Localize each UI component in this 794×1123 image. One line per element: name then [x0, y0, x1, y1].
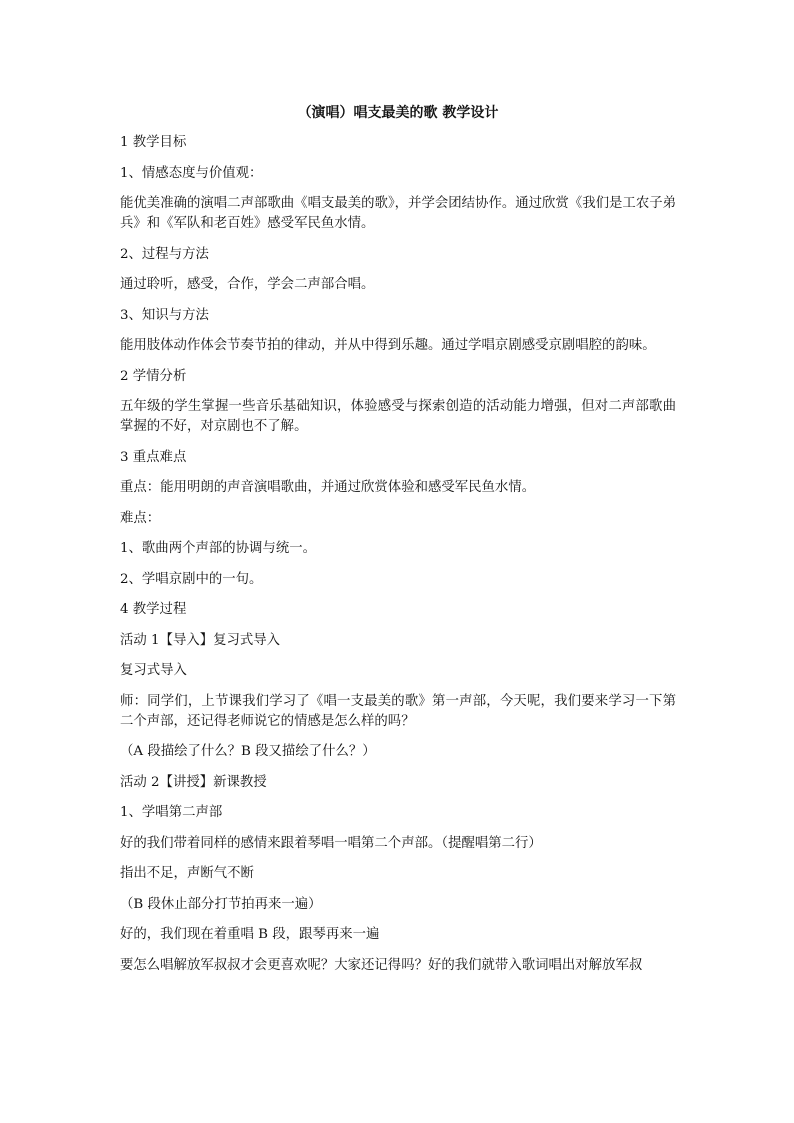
- document-title: （演唱）唱支最美的歌 教学设计: [297, 105, 499, 121]
- paragraph-key-point: 重点：能用明朗的声音演唱歌曲，并通过欣赏体验和感受军民鱼水情。: [120, 480, 536, 495]
- paragraph-teacher-intro: 师：同学们，上节课我们学习了《唱一支最美的歌》第一声部，今天呢，我们要来学习一下第二个声部，还记得老师说它的情感是怎么样的吗？: [120, 693, 676, 729]
- activity-2-heading: 活动 2【讲授】新课教授: [120, 774, 267, 790]
- paragraph-knowledge: 能用肢体动作体会节奏节拍的律动，并从中得到乐趣。通过学唱京剧感受京剧唱腔的韵味。: [120, 338, 656, 353]
- subheading-knowledge: 3、知识与方法: [120, 307, 209, 323]
- paragraph-difficulty-2: 2、学唱京剧中的一句。: [120, 571, 263, 587]
- paragraph-b-section: （B 段休止部分打节拍再来一遍）: [120, 896, 322, 912]
- paragraph-difficulty-1: 1、歌曲两个声部的协调与统一。: [120, 541, 316, 556]
- step-1-heading: 1、学唱第二声部: [120, 805, 223, 820]
- paragraph-final: 要怎么唱解放军叔叔才会更喜欢呢？大家还记得吗？好的我们就带入歌词唱出对解放军叔: [120, 957, 643, 973]
- paragraph-difficulty-label: 难点：: [120, 510, 161, 526]
- section-heading-objectives: 1 教学目标: [120, 135, 187, 150]
- document-body: [120, 133, 676, 986]
- section-heading-analysis: 2 学情分析: [120, 368, 187, 384]
- subheading-process: 2、过程与方法: [120, 246, 209, 262]
- paragraph-question: （A 段描绘了什么？B 段又描绘了什么？）: [120, 744, 376, 759]
- paragraph-step-1: 好的我们带着同样的感情来跟着琴唱一唱第二个声部。（提醒唱第二行）: [120, 835, 542, 851]
- paragraph-correction: 指出不足，声断气不断: [120, 866, 254, 881]
- section-heading-key-points: 3 重点难点: [120, 449, 187, 465]
- paragraph-emotion: 能优美准确的演唱二声部歌曲《唱支最美的歌》，并学会团结协作。通过欣赏《我们是工农子弟兵》和《军队和老百姓》感受军民鱼水情。: [120, 196, 676, 231]
- activity-1-subheading: 复习式导入: [120, 663, 187, 678]
- subheading-emotion: 1、情感态度与价值观：: [120, 165, 263, 181]
- paragraph-process: 通过聆听，感受，合作，学会二声部合唱。: [120, 277, 375, 292]
- paragraph-analysis: 五年级的学生掌握一些音乐基础知识，体验感受与探索创造的活动能力增强，但对二声部歌曲掌握的不好，对京剧也不了解。: [120, 399, 676, 434]
- section-heading-process: 4 教学过程: [120, 602, 187, 617]
- activity-1-heading: 活动 1【导入】复习式导入: [120, 632, 281, 648]
- paragraph-focus-b: 好的，我们现在着重唱 B 段，跟琴再来一遍: [120, 927, 380, 942]
